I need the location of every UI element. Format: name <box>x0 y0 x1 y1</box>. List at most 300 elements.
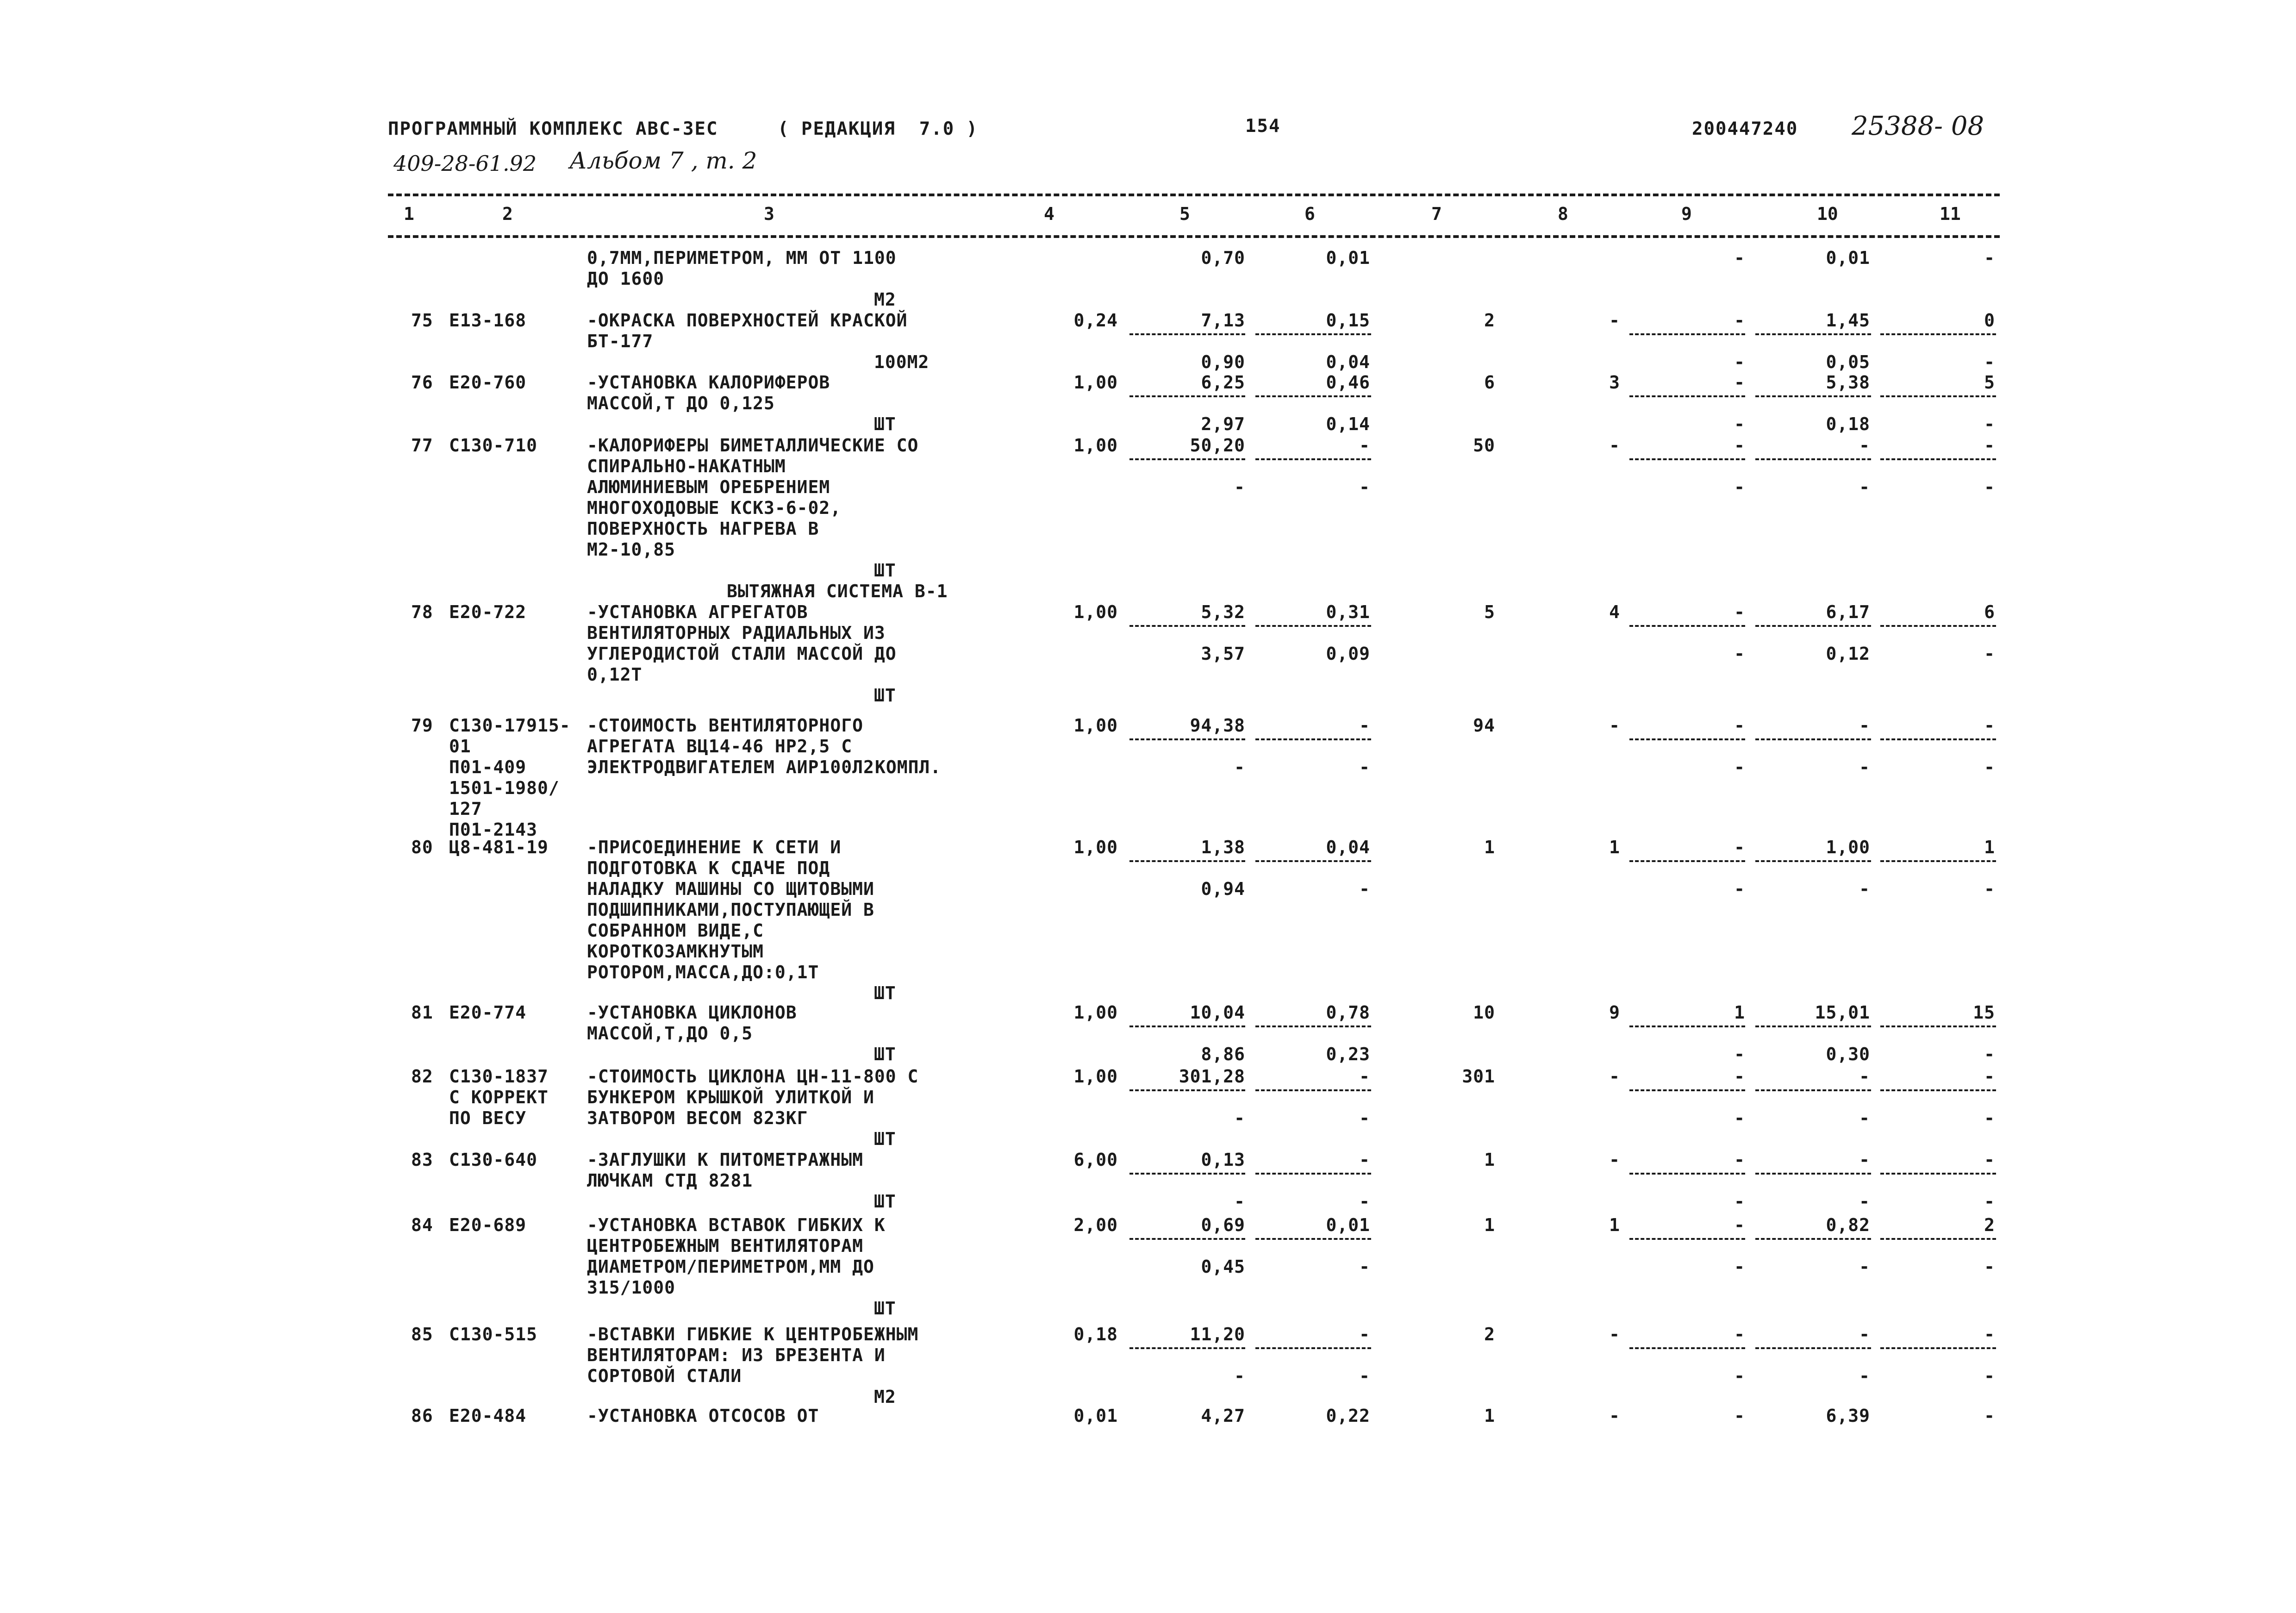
row-col-6: 0,01 <box>1326 1215 1370 1235</box>
row-sub-5: - <box>1234 1191 1245 1212</box>
row-col-8: - <box>1609 1150 1620 1170</box>
row-col-10: 1,00 <box>1826 837 1870 857</box>
row-description: БУНКЕРОМ КРЫШКОЙ УЛИТКОЙ И <box>587 1087 874 1107</box>
row-col-10: 6,17 <box>1826 602 1870 622</box>
row-description: ПОДШИПНИКАМИ,ПОСТУПАЮЩЕЙ В <box>587 900 874 920</box>
row-description: 0,7ММ,ПЕРИМЕТРОМ, ММ ОТ 1100 <box>587 248 897 268</box>
column-number-1: 1 <box>404 204 414 224</box>
row-sub-10: 0,12 <box>1826 644 1870 664</box>
row-col-8: 1 <box>1609 1215 1620 1235</box>
row-divider-c9 <box>1629 860 1745 862</box>
row-unit: ШТ <box>874 1044 896 1064</box>
row-description: ЛЮЧКАМ СТД 8281 <box>587 1170 753 1191</box>
row-code: С130-710 <box>449 435 538 456</box>
row-sub-10: 0,05 <box>1826 352 1870 372</box>
row-col-11: - <box>1984 715 1995 736</box>
row-divider-c6 <box>1255 1025 1371 1027</box>
row-description: МАССОЙ,Т,ДО 0,5 <box>587 1023 753 1044</box>
row-sub-9: - <box>1734 1044 1745 1064</box>
row-col-9: - <box>1734 715 1745 736</box>
row-sub-10: - <box>1859 1257 1870 1277</box>
row-divider-c6 <box>1255 458 1371 460</box>
row-quantity: 1,00 <box>1073 837 1118 857</box>
row-divider-c5 <box>1129 738 1245 740</box>
row-sub-9: - <box>1734 879 1745 899</box>
row-description: СОБРАННОМ ВИДЕ,С <box>587 920 764 941</box>
row-divider-c10 <box>1755 625 1871 627</box>
row-code: Е13-168 <box>449 310 527 331</box>
row-sub-9: - <box>1734 1366 1745 1386</box>
row-description: -УСТАНОВКА ВСТАВОК ГИБКИХ К <box>587 1215 886 1235</box>
column-number-11: 11 <box>1940 204 1961 224</box>
row-col-9: - <box>1734 310 1745 331</box>
row-col-6: - <box>1359 1150 1370 1170</box>
row-divider-c9 <box>1629 1238 1745 1240</box>
row-col-11: 15 <box>1973 1002 1995 1023</box>
row-quantity: 1,00 <box>1073 715 1118 736</box>
column-number-10: 10 <box>1817 204 1838 224</box>
document-code: 200447240 <box>1692 119 1798 139</box>
row-col-11: 1 <box>1984 837 1995 857</box>
row-divider-c5 <box>1129 1238 1245 1240</box>
row-quantity: 1,00 <box>1073 1002 1118 1023</box>
row-divider-c9 <box>1629 1089 1745 1091</box>
row-sub-10: - <box>1859 477 1870 497</box>
row-quantity: 1,00 <box>1073 602 1118 622</box>
row-divider-c11 <box>1880 625 1996 627</box>
page-number: 154 <box>1245 116 1281 137</box>
row-description: -УСТАНОВКА ЦИКЛОНОВ <box>587 1002 797 1023</box>
row-sub-5: - <box>1234 477 1245 497</box>
row-col-8: 3 <box>1609 372 1620 393</box>
row-sub-5: 0,45 <box>1201 1257 1245 1277</box>
row-description: ПОВЕРХНОСТЬ НАГРЕВА В <box>587 519 819 539</box>
row-col-7: 2 <box>1484 310 1495 331</box>
row-sub-6: - <box>1359 1108 1370 1128</box>
row-description: М2-10,85 <box>587 539 676 560</box>
row-col-10: - <box>1859 1324 1870 1344</box>
header-bottom-rule <box>388 235 2000 238</box>
row-quantity: 1,00 <box>1073 435 1118 456</box>
row-code: С130-1837 <box>449 1066 549 1087</box>
row-col-8: 1 <box>1609 837 1620 857</box>
column-number-7: 7 <box>1431 204 1442 224</box>
row-col-6: 0,78 <box>1326 1002 1370 1023</box>
row-col-6: - <box>1359 1066 1370 1087</box>
row-divider-c11 <box>1880 333 1996 335</box>
row-sub-11: - <box>1984 477 1995 497</box>
row-col-5: 1,38 <box>1201 837 1245 857</box>
row-divider-c6 <box>1255 395 1371 397</box>
row-code: Е20-760 <box>449 372 527 393</box>
row-description: ДО 1600 <box>587 269 665 289</box>
row-description: АГРЕГАТА ВЦ14-46 НР2,5 С <box>587 736 853 756</box>
row-description: МАССОЙ,Т ДО 0,125 <box>587 393 775 413</box>
row-divider-c11 <box>1880 1089 1996 1091</box>
row-divider-c9 <box>1629 625 1745 627</box>
row-sub-11: - <box>1984 757 1995 777</box>
row-col-11: - <box>1984 248 1995 268</box>
row-divider-c6 <box>1255 1238 1371 1240</box>
row-col-11: 6 <box>1984 602 1995 622</box>
row-code: Ц8-481-19 <box>449 837 549 857</box>
row-unit: М2 <box>874 289 896 310</box>
row-sub-10: 0,18 <box>1826 414 1870 434</box>
row-col-10: - <box>1859 1066 1870 1087</box>
row-sub-6: 0,04 <box>1326 352 1370 372</box>
row-number: 78 <box>411 602 433 622</box>
row-number: 75 <box>411 310 433 331</box>
row-description: ВЕНТИЛЯТОРАМ: ИЗ БРЕЗЕНТА И <box>587 1345 886 1365</box>
row-description: ПОДГОТОВКА К СДАЧЕ ПОД <box>587 858 830 878</box>
row-divider-c10 <box>1755 1089 1871 1091</box>
row-description: -УСТАНОВКА ОТСОСОВ ОТ <box>587 1406 819 1426</box>
row-col-8: - <box>1609 1406 1620 1426</box>
row-description: -УСТАНОВКА АГРЕГАТОВ <box>587 602 808 622</box>
row-col-11: - <box>1984 1406 1995 1426</box>
row-col-5: 0,70 <box>1201 248 1245 268</box>
row-number: 82 <box>411 1066 433 1087</box>
row-divider-c9 <box>1629 395 1745 397</box>
row-sub-6: - <box>1359 879 1370 899</box>
program-title: ПРОГРАММНЫЙ КОМПЛЕКС АВС-3ЕС <box>388 119 718 139</box>
row-description: -ЗАГЛУШКИ К ПИТОМЕТРАЖНЫМ <box>587 1150 863 1170</box>
row-unit: КОМПЛ. <box>875 757 942 777</box>
row-number: 80 <box>411 837 433 857</box>
row-unit: ШТ <box>874 983 896 1003</box>
row-description: -ВСТАВКИ ГИБКИЕ К ЦЕНТРОБЕЖНЫМ <box>587 1324 919 1344</box>
row-sub-11: - <box>1984 1191 1995 1212</box>
row-col-9: - <box>1734 837 1745 857</box>
row-col-10: - <box>1859 435 1870 456</box>
row-divider-c9 <box>1629 738 1745 740</box>
row-divider-c11 <box>1880 1025 1996 1027</box>
row-divider-c11 <box>1880 1347 1996 1349</box>
row-code: С130-640 <box>449 1150 538 1170</box>
row-col-9: 1 <box>1734 1002 1745 1023</box>
row-sub-10: - <box>1859 757 1870 777</box>
row-description: РОТОРОМ,МАССА,ДО:0,1Т <box>587 962 819 982</box>
row-sub-9: - <box>1734 757 1745 777</box>
row-sub-6: - <box>1359 477 1370 497</box>
row-number: 85 <box>411 1324 433 1344</box>
row-col-7: 50 <box>1473 435 1495 456</box>
row-sub-5: - <box>1234 1366 1245 1386</box>
row-divider-c10 <box>1755 738 1871 740</box>
row-col-9: - <box>1734 1406 1745 1426</box>
row-quantity: 1,00 <box>1073 372 1118 393</box>
column-number-2: 2 <box>502 204 513 224</box>
row-sub-9: - <box>1734 644 1745 664</box>
row-col-11: 5 <box>1984 372 1995 393</box>
row-col-9: - <box>1734 1066 1745 1087</box>
row-description: -ПРИСОЕДИНЕНИЕ К СЕТИ И <box>587 837 842 857</box>
row-col-10: 0,82 <box>1826 1215 1870 1235</box>
row-col-10: 5,38 <box>1826 372 1870 393</box>
row-description: БТ-177 <box>587 331 654 351</box>
row-col-6: 0,04 <box>1326 837 1370 857</box>
row-divider-c5 <box>1129 458 1245 460</box>
row-col-5: 50,20 <box>1190 435 1245 456</box>
row-divider-c11 <box>1880 395 1996 397</box>
row-sub-11: - <box>1984 879 1995 899</box>
row-col-6: - <box>1359 1324 1370 1344</box>
row-col-8: - <box>1609 310 1620 331</box>
row-col-10: 0,01 <box>1826 248 1870 268</box>
row-description: 315/1000 <box>587 1277 676 1298</box>
row-code: С130-17915- <box>449 715 571 736</box>
row-col-8: - <box>1609 1324 1620 1344</box>
row-code: 01 <box>449 736 471 756</box>
row-divider-c6 <box>1255 1089 1371 1091</box>
row-number: 81 <box>411 1002 433 1023</box>
row-sub-6: 0,09 <box>1326 644 1370 664</box>
row-col-6: 0,22 <box>1326 1406 1370 1426</box>
row-description: -ОКРАСКА ПОВЕРХНОСТЕЙ КРАСКОЙ <box>587 310 908 331</box>
column-number-3: 3 <box>764 204 774 224</box>
row-sub-5: 8,86 <box>1201 1044 1245 1064</box>
row-col-8: 4 <box>1609 602 1620 622</box>
header-top-rule <box>388 194 2000 196</box>
row-col-9: - <box>1734 372 1745 393</box>
row-col-5: 0,69 <box>1201 1215 1245 1235</box>
row-sub-10: 0,30 <box>1826 1044 1870 1064</box>
row-description: СПИРАЛЬНО-НАКАТНЫМ <box>587 456 786 476</box>
row-sub-6: - <box>1359 757 1370 777</box>
column-number-6: 6 <box>1304 204 1315 224</box>
row-divider-c6 <box>1255 625 1371 627</box>
row-col-10: 15,01 <box>1815 1002 1870 1023</box>
row-unit: ШТ <box>874 560 896 581</box>
row-col-11: - <box>1984 1324 1995 1344</box>
row-divider-c6 <box>1255 738 1371 740</box>
row-description: ВЕНТИЛЯТОРНЫХ РАДИАЛЬНЫХ ИЗ <box>587 623 886 643</box>
row-divider-c9 <box>1629 1347 1745 1349</box>
row-sub-11: - <box>1984 1044 1995 1064</box>
row-col-7: 10 <box>1473 1002 1495 1023</box>
row-sub-9: - <box>1734 1257 1745 1277</box>
row-sub-10: - <box>1859 1108 1870 1128</box>
row-unit: М2 <box>874 1387 896 1407</box>
row-col-6: 0,46 <box>1326 372 1370 393</box>
row-description: СОРТОВОЙ СТАЛИ <box>587 1366 742 1386</box>
row-unit: ШТ <box>874 1129 896 1149</box>
row-quantity: 6,00 <box>1073 1150 1118 1170</box>
row-code: П01-409 <box>449 757 527 777</box>
row-number: 76 <box>411 372 433 393</box>
row-sub-11: - <box>1984 414 1995 434</box>
row-col-7: 1 <box>1484 837 1495 857</box>
row-sub-5: 3,57 <box>1201 644 1245 664</box>
row-col-8: 9 <box>1609 1002 1620 1023</box>
row-divider-c10 <box>1755 395 1871 397</box>
row-quantity: 0,18 <box>1073 1324 1118 1344</box>
row-divider-c10 <box>1755 1238 1871 1240</box>
row-divider-c11 <box>1880 1238 1996 1240</box>
row-sub-5: - <box>1234 757 1245 777</box>
edition-label: ( РЕДАКЦИЯ 7.0 ) <box>778 119 979 139</box>
row-col-5: 6,25 <box>1201 372 1245 393</box>
row-col-6: 0,31 <box>1326 602 1370 622</box>
row-divider-c11 <box>1880 738 1996 740</box>
row-description: -УСТАНОВКА КАЛОРИФЕРОВ <box>587 372 830 393</box>
row-col-5: 301,28 <box>1179 1066 1245 1087</box>
row-sub-11: - <box>1984 1108 1995 1128</box>
row-number: 84 <box>411 1215 433 1235</box>
row-quantity: 0,01 <box>1073 1406 1118 1426</box>
row-unit: ШТ <box>874 685 896 706</box>
row-col-11: 2 <box>1984 1215 1995 1235</box>
row-divider-c9 <box>1629 333 1745 335</box>
album-label: Альбом 7 , т. 2 <box>569 147 757 174</box>
row-quantity: 0,24 <box>1073 310 1118 331</box>
column-number-5: 5 <box>1179 204 1190 224</box>
row-code: 1501-1980/ <box>449 778 560 798</box>
row-col-8: - <box>1609 1066 1620 1087</box>
row-divider-c6 <box>1255 860 1371 862</box>
row-col-9: - <box>1734 602 1745 622</box>
row-sub-11: - <box>1984 644 1995 664</box>
row-col-7: 1 <box>1484 1406 1495 1426</box>
row-quantity: 2,00 <box>1073 1215 1118 1235</box>
row-unit: 100М2 <box>874 352 930 372</box>
row-description: -СТОИМОСТЬ ВЕНТИЛЯТОРНОГО <box>587 715 863 736</box>
row-col-7: 6 <box>1484 372 1495 393</box>
handwritten-code: 25388- 08 <box>1852 111 1984 141</box>
row-col-5: 94,38 <box>1190 715 1245 736</box>
row-sub-6: 0,14 <box>1326 414 1370 434</box>
row-divider-c10 <box>1755 458 1871 460</box>
row-col-9: - <box>1734 1150 1745 1170</box>
row-code: С КОРРЕКТ <box>449 1087 549 1107</box>
row-col-6: - <box>1359 715 1370 736</box>
row-divider-c11 <box>1880 860 1996 862</box>
row-divider-c10 <box>1755 1173 1871 1175</box>
row-code: П01-2143 <box>449 819 538 840</box>
row-code: Е20-722 <box>449 602 527 622</box>
row-code: 127 <box>449 799 482 819</box>
row-divider-c9 <box>1629 1173 1745 1175</box>
row-description: ЗАТВОРОМ ВЕСОМ 823КГ <box>587 1108 808 1128</box>
row-code: ПО ВЕСУ <box>449 1108 527 1128</box>
row-col-9: - <box>1734 1215 1745 1235</box>
row-sub-9: - <box>1734 352 1745 372</box>
row-col-5: 7,13 <box>1201 310 1245 331</box>
row-col-9: - <box>1734 248 1745 268</box>
row-col-10: - <box>1859 715 1870 736</box>
row-col-6: - <box>1359 435 1370 456</box>
row-col-11: - <box>1984 1150 1995 1170</box>
row-description: КОРОТКОЗАМКНУТЫМ <box>587 941 764 962</box>
row-sub-5: 0,94 <box>1201 879 1245 899</box>
row-sub-6: - <box>1359 1191 1370 1212</box>
row-divider-c5 <box>1129 860 1245 862</box>
row-code: Е20-484 <box>449 1406 527 1426</box>
row-sub-6: - <box>1359 1366 1370 1386</box>
row-sub-9: - <box>1734 414 1745 434</box>
row-description: -КАЛОРИФЕРЫ БИМЕТАЛЛИЧЕСКИЕ СО <box>587 435 919 456</box>
row-divider-c10 <box>1755 1347 1871 1349</box>
row-sub-10: - <box>1859 1366 1870 1386</box>
row-number: 83 <box>411 1150 433 1170</box>
row-divider-c6 <box>1255 1173 1371 1175</box>
row-col-5: 4,27 <box>1201 1406 1245 1426</box>
row-description: ЦЕНТРОБЕЖНЫМ ВЕНТИЛЯТОРАМ <box>587 1236 863 1256</box>
row-quantity: 1,00 <box>1073 1066 1118 1087</box>
row-code: С130-515 <box>449 1324 538 1344</box>
column-number-8: 8 <box>1558 204 1568 224</box>
row-col-7: 1 <box>1484 1150 1495 1170</box>
row-col-7: 5 <box>1484 602 1495 622</box>
row-divider-c10 <box>1755 1025 1871 1027</box>
row-divider-c5 <box>1129 333 1245 335</box>
row-sub-10: - <box>1859 879 1870 899</box>
row-sub-11: - <box>1984 1366 1995 1386</box>
row-divider-c5 <box>1129 625 1245 627</box>
row-col-10: - <box>1859 1150 1870 1170</box>
row-sub-6: 0,23 <box>1326 1044 1370 1064</box>
row-sub-10: - <box>1859 1191 1870 1212</box>
row-col-5: 10,04 <box>1190 1002 1245 1023</box>
row-col-5: 0,13 <box>1201 1150 1245 1170</box>
column-number-9: 9 <box>1681 204 1692 224</box>
row-divider-c6 <box>1255 333 1371 335</box>
row-col-8: - <box>1609 435 1620 456</box>
row-col-11: - <box>1984 1066 1995 1087</box>
row-col-6: 0,15 <box>1326 310 1370 331</box>
row-divider-c5 <box>1129 1347 1245 1349</box>
row-col-5: 11,20 <box>1190 1324 1245 1344</box>
row-divider-c11 <box>1880 458 1996 460</box>
row-unit: ШТ <box>874 1191 896 1212</box>
handwritten-reference: 409-28-61.92 <box>393 151 537 176</box>
row-sub-11: - <box>1984 352 1995 372</box>
row-divider-c10 <box>1755 333 1871 335</box>
row-sub-5: - <box>1234 1108 1245 1128</box>
row-divider-c11 <box>1880 1173 1996 1175</box>
row-divider-c9 <box>1629 1025 1745 1027</box>
row-divider-c5 <box>1129 1025 1245 1027</box>
row-col-7: 2 <box>1484 1324 1495 1344</box>
section-heading: ВЫТЯЖНАЯ СИСТЕМА В-1 <box>727 581 948 601</box>
row-description: -СТОИМОСТЬ ЦИКЛОНА ЦН-11-800 С <box>587 1066 919 1087</box>
row-divider-c5 <box>1129 1089 1245 1091</box>
row-unit: ШТ <box>874 414 896 434</box>
row-description: НАЛАДКУ МАШИНЫ СО ЩИТОВЫМИ <box>587 879 874 899</box>
row-description: ДИАМЕТРОМ/ПЕРИМЕТРОМ,ММ ДО <box>587 1257 874 1277</box>
row-col-9: - <box>1734 435 1745 456</box>
row-divider-c5 <box>1129 1173 1245 1175</box>
row-description: МНОГОХОДОВЫЕ КСК3-6-02, <box>587 498 842 518</box>
row-sub-9: - <box>1734 477 1745 497</box>
row-divider-c10 <box>1755 860 1871 862</box>
row-col-7: 94 <box>1473 715 1495 736</box>
row-sub-6: - <box>1359 1257 1370 1277</box>
row-divider-c5 <box>1129 395 1245 397</box>
row-col-8: - <box>1609 715 1620 736</box>
row-code: Е20-689 <box>449 1215 527 1235</box>
row-col-11: 0 <box>1984 310 1995 331</box>
row-code: Е20-774 <box>449 1002 527 1023</box>
row-sub-5: 0,90 <box>1201 352 1245 372</box>
row-number: 77 <box>411 435 433 456</box>
row-col-10: 6,39 <box>1826 1406 1870 1426</box>
row-col-6: 0,01 <box>1326 248 1370 268</box>
row-unit: ШТ <box>874 1298 896 1319</box>
row-sub-5: 2,97 <box>1201 414 1245 434</box>
row-number: 86 <box>411 1406 433 1426</box>
row-divider-c6 <box>1255 1347 1371 1349</box>
